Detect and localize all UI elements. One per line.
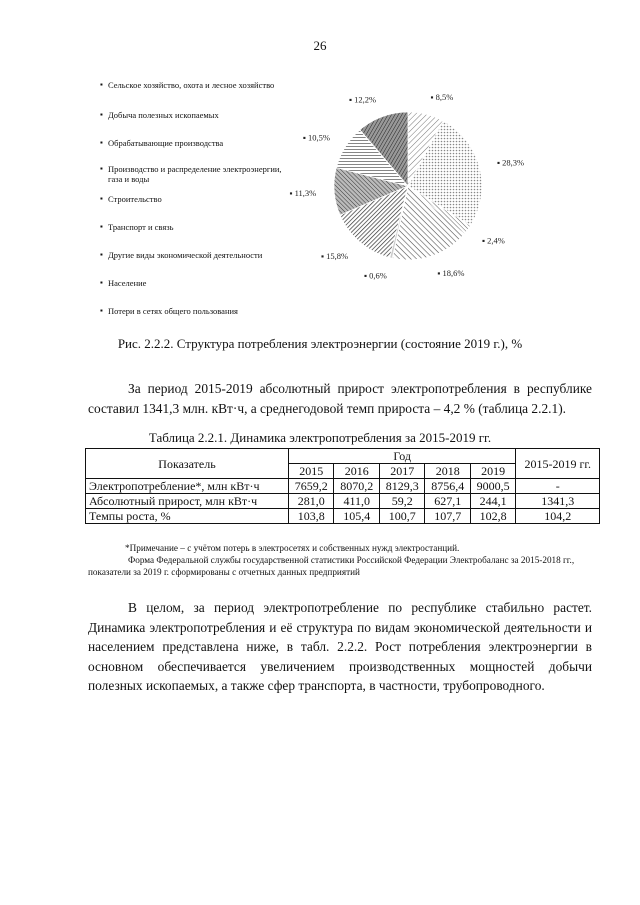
- pie-slice-label: ▪ 18,6%: [437, 268, 465, 279]
- pie-slice-label: ▪ 0,6%: [363, 270, 387, 281]
- pie-slice-label: ▪ 10,5%: [302, 132, 330, 143]
- page-number: 26: [313, 38, 327, 53]
- table-cell: 244,1: [470, 494, 515, 509]
- pie-slices: [334, 112, 482, 260]
- legend-item: [100, 278, 298, 288]
- figure-caption: Рис. 2.2.2. Структура потребления электроэнергии (состояние 2019 г.), %: [117, 336, 523, 351]
- header-year-cell: 2017: [379, 464, 424, 479]
- pie-chart-svg: [289, 91, 530, 298]
- paragraph-conclusion: В целом, за период электропотребление по республике стабильно растет. Динамика электропотребления и её структура по видам экономической деятельности и населением представлена ниже, в табл. 2.2.2. Рост потребления электроэнергии в основном обеспечивается увеличением производственных мощностей добычи полезных ископаемых, а также сфер транспорта, в частности, трубопроводного.: [88, 600, 592, 693]
- pie-slice-label: ▪ 12,2%: [348, 94, 377, 105]
- legend-item: [100, 80, 298, 90]
- legend-text: Строительство: [108, 194, 162, 204]
- table-cell: 103,8: [289, 509, 334, 524]
- header-period: 2015-2019 гг.: [516, 449, 600, 479]
- legend-text: Население: [108, 278, 147, 288]
- legend-text: Производство и распределение электроэнергии, газа и воды: [108, 164, 282, 184]
- legend-text: Другие виды экономической деятельности: [108, 250, 263, 260]
- legend-text: Добыча полезных ископаемых: [108, 110, 219, 120]
- table-cell: 7659,2: [289, 479, 334, 494]
- pie-slice-label: ▪ 11,3%: [289, 187, 317, 198]
- legend-marker-icon: ▪: [100, 138, 103, 147]
- legend-item: [100, 222, 298, 232]
- legend-item: [100, 138, 298, 148]
- table-cell: 59,2: [379, 494, 424, 509]
- legend-marker-icon: ▪: [100, 278, 103, 287]
- legend-marker-icon: ▪: [100, 80, 103, 89]
- consumption-table: [85, 448, 600, 524]
- pie-slice-label: ▪ 8,5%: [430, 91, 454, 102]
- table-cell: 105,4: [334, 509, 379, 524]
- legend-text: Транспорт и связь: [108, 222, 174, 232]
- header-year-cell: 2015: [289, 464, 334, 479]
- pie-slice-label: ▪ 15,8%: [321, 250, 349, 261]
- table-source: Форма Федеральной службы государственной статистики Российской Федерации Электробаланс за 2015-2018 гг., показатели за 2019 г. сформированы с отчетных данных предприятий: [88, 555, 575, 577]
- table-cell-total: 1341,3: [516, 494, 600, 509]
- table-row: [86, 494, 600, 509]
- table-header-row: [86, 449, 600, 464]
- paragraph-intro: За период 2015-2019 абсолютный прирост электропотребления в республике составил 1341,3 млн. кВт·ч, а среднегодовой темп прироста – 4,2 % (таблица 2.2.1).: [88, 381, 592, 416]
- pie-slice-label: ▪ 28,3%: [497, 157, 525, 168]
- row-label: Абсолютный прирост, млн кВт·ч: [86, 494, 289, 509]
- legend-text: Потери в сетях общего пользования: [108, 306, 238, 316]
- table-cell: 627,1: [425, 494, 470, 509]
- table-cell: 102,8: [470, 509, 515, 524]
- legend-item: [100, 250, 298, 260]
- row-label: Электропотребление*, млн кВт·ч: [86, 479, 289, 494]
- table-cell: 107,7: [425, 509, 470, 524]
- pie-chart: [289, 91, 530, 298]
- header-year: Год: [289, 449, 516, 464]
- legend-item: [100, 194, 298, 204]
- legend-marker-icon: ▪: [100, 110, 103, 119]
- table-row: [86, 479, 600, 494]
- table-cell: 8070,2: [334, 479, 379, 494]
- legend-marker-icon: ▪: [100, 250, 103, 259]
- table-cell: 411,0: [334, 494, 379, 509]
- table-cell: 9000,5: [470, 479, 515, 494]
- legend-item: [100, 110, 298, 120]
- table-note: *Примечание – с учётом потерь в электросетях и собственных нужд электростанций.: [125, 543, 460, 553]
- legend-item: [100, 306, 298, 316]
- legend-marker-icon: ▪: [100, 306, 103, 315]
- legend-text: Сельское хозяйство, охота и лесное хозяйство: [108, 80, 275, 90]
- header-year-cell: 2018: [425, 464, 470, 479]
- table-row: [86, 509, 600, 524]
- table-caption: Таблица 2.2.1. Динамика электропотребления за 2015-2019 гг.: [148, 430, 492, 445]
- legend-marker-icon: ▪: [100, 164, 103, 173]
- header-year-cell: 2019: [470, 464, 515, 479]
- table-cell-total: -: [516, 479, 600, 494]
- table-cell: 8756,4: [425, 479, 470, 494]
- header-indicator: Показатель: [86, 449, 289, 479]
- table-cell-total: 104,2: [516, 509, 600, 524]
- legend-marker-icon: ▪: [100, 194, 103, 203]
- legend-item: [100, 164, 298, 184]
- table-cell: 8129,3: [379, 479, 424, 494]
- pie-slice-label: ▪ 2,4%: [482, 235, 505, 246]
- table-cell: 281,0: [289, 494, 334, 509]
- header-year-cell: 2016: [334, 464, 379, 479]
- row-label: Темпы роста, %: [86, 509, 289, 524]
- legend-marker-icon: ▪: [100, 222, 103, 231]
- legend-text: Обрабатывающие производства: [108, 138, 224, 148]
- table-cell: 100,7: [379, 509, 424, 524]
